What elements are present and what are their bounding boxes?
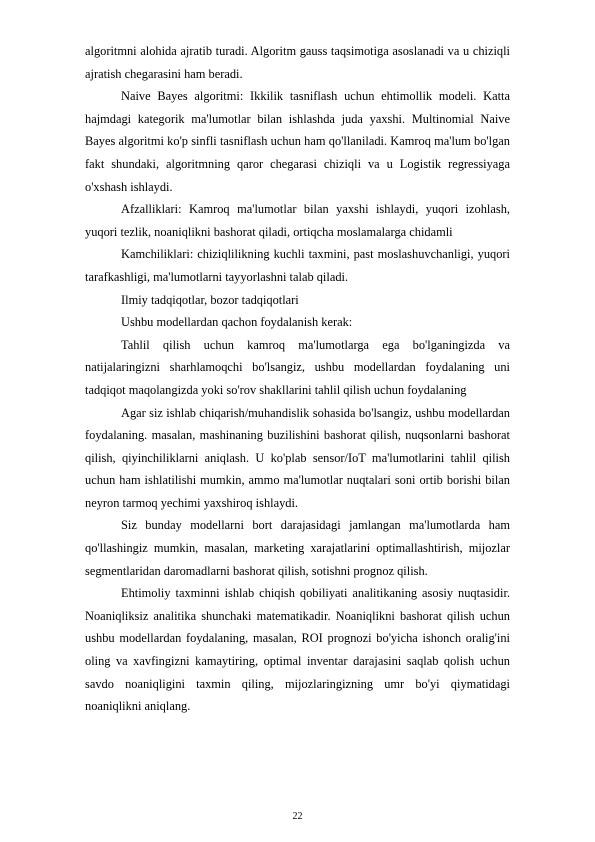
- paragraph-continuation: algoritmni alohida ajratib turadi. Algoritm gauss taqsimotiga asoslanadi va u chiziqli ajratish chegarasini ham beradi.: [85, 44, 510, 81]
- paragraph-applications: Ilmiy tadqiqotlar, bozor tadqiqotlari: [121, 292, 299, 307]
- paragraph-probabilistic: Ehtimoliy taxminni ishlab chiqish qobiliyati analitikaning asosiy nuqtasidir. Noaniqliksiz analitika shunchaki matematikadir. Noaniqlikni bashorat qilish uchun ushbu modellardan foydalaning, masalan, ROI prognozi bo'yicha ishonch oralig'ini oling va xavfingizni kamaytiring, optimal inventar darajasini saqlab qolish uchun savdo noaniqligini taxmin qiling, mijozlaringizning umr bo'yi qiymatidagi noaniqlikni aniqlang.: [85, 586, 510, 714]
- paragraph-engineering: Agar siz ishlab chiqarish/muhandislik sohasida bo'lsangiz, ushbu modellardan foydalaning. masalan, mashinaning buzilishini bashorat qilish, nuqsonlarni bashorat qilish, qiyinchiliklarni aniqlash. U ko'plab sensor/IoT ma'lumotlarini tahlil qilish uchun ham ishlatilishi mumkin, ammo ma'lumotlar nuqtalari soni ortib borishi bilan neyron tarmoq yechimi yaxshiroq ishlaydi.: [85, 405, 510, 510]
- paragraph-when-to-use: Ushbu modellardan qachon foydalanish kerak:: [121, 315, 353, 330]
- paragraph-advantages: Afzalliklari: Kamroq ma'lumotlar bilan yaxshi ishlaydi, yuqori izohlash, yuqori tezlik, noaniqlikni bashorat qiladi, ortiqcha moslamalarga chidamli: [85, 202, 510, 239]
- paragraph-naive-bayes: Naive Bayes algoritmi: Ikkilik tasniflash uchun ehtimollik modeli. Katta hajmdagi kategorik ma'lumotlar bilan ishlashda juda yaxshi. Multinomial Naive Bayes algoritmi ko'p sinfli tasniflash uchun ham qo'llaniladi. Kamroq ma'lum bo'lgan fakt shundaki, algoritmning qaror chegarasi chiziqli va u Logistik regressiyaga o'xshash ishlaydi.: [85, 89, 510, 194]
- page-number: 22: [292, 811, 303, 822]
- body-text: [85, 40, 510, 718]
- paragraph-analysis: Tahlil qilish uchun kamroq ma'lumotlarga ega bo'lganingizda va natijalaringizni sharhlamoqchi bo'lsangiz, ushbu modellardan foydalaning uni tadqiqot maqolangizda yoki so'rov shakllarini tahlil qilish uchun foydalaning: [85, 337, 510, 397]
- paragraph-disadvantages: Kamchiliklari: chiziqlilikning kuchli taxmini, past moslashuvchanligi, yuqori tarafkashligi, ma'lumotlarni tayyorlashni talab qiladi.: [85, 247, 510, 284]
- paragraph-aggregated-data: Siz bunday modellarni bort darajasidagi jamlangan ma'lumotlarda ham qo'llashingiz mumkin, masalan, marketing xarajatlarini optimallashtirish, mijozlar segmentlaridan daromadlarni bashorat qilish, sotishni prognoz qilish.: [85, 518, 510, 578]
